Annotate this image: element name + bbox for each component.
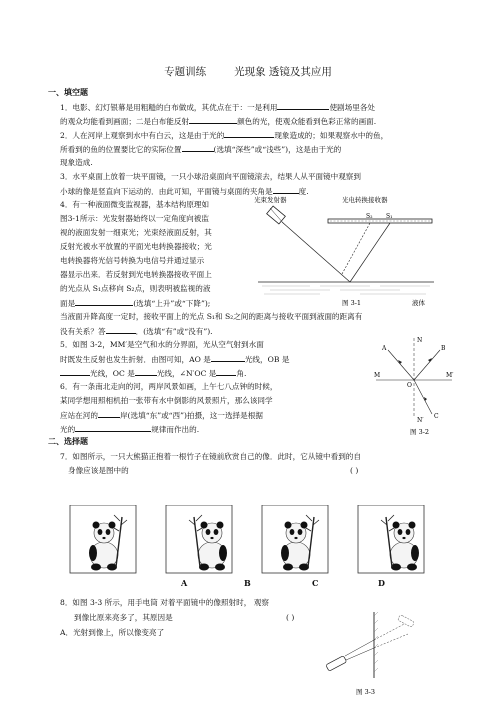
fig32-C: C — [434, 413, 439, 420]
q4-line4: 反射光被水平放置的平面光电转换器接收；光 — [60, 242, 212, 251]
q7-panda-images — [68, 505, 428, 575]
light-emitter-icon — [267, 206, 286, 224]
q4-line9: 当液面升降高度一定时，接收平面上的光点 S₁和 S₂之间的距离与接收平面到液面的距离有 — [60, 312, 363, 321]
fig31-s2-label: S₂ — [366, 213, 373, 220]
fig31-liquid-label: 液体 — [412, 299, 425, 307]
figure-3-2 — [374, 332, 456, 438]
q1-blank2[interactable] — [189, 114, 237, 124]
q5-blank4[interactable] — [216, 366, 236, 376]
q8-line2: 到像比原来亮多了，其原因是 — [74, 613, 173, 622]
q7-line1: 7．如图所示，一只大熊猫正抱着一根竹子在镜前欣赏自己的像．此时，它从镜中看到的自 — [60, 452, 361, 461]
q2-line1: 2．人在河岸上观察到水中有白云，这是由于光的 现象造成的；如果观察水中的鱼， — [60, 128, 388, 143]
fig31-s1-label: S₁ — [386, 213, 393, 220]
q5-blank1[interactable] — [211, 352, 245, 362]
reflected-beam-1 — [350, 223, 390, 282]
q4-line1: 4．有一种液面微变监视器，基本结构原理如 — [60, 200, 210, 209]
liquid-hatching — [262, 286, 430, 294]
q5-line3: 光线，OC 是 光线，∠N′OC 是 角. — [60, 366, 246, 381]
fig31-caption: 图 3-1 — [342, 299, 362, 307]
ray-AO — [388, 350, 414, 380]
q2-line3: 现象造成. — [60, 158, 93, 167]
page-title: 专题训练 光现象 透镜及其应用 — [164, 66, 332, 78]
q4-blank1[interactable] — [75, 296, 133, 306]
fig32-N: N — [417, 337, 423, 344]
fig32-B: B — [441, 345, 446, 352]
fig31-receiver-label: 光电转换接收器 — [342, 196, 388, 204]
q4-line5: 电转换器将光信号转换为电信号并通过显示 — [60, 256, 205, 265]
q4-line7: 的光点从 S₁点移向 S₂点，则表明被监视的液 — [60, 284, 211, 293]
q6-blank1[interactable] — [98, 408, 120, 418]
q8-option-A[interactable]: A．光射到像上，所以像变亮了 — [60, 628, 165, 637]
figure-3-1 — [250, 192, 440, 312]
q6-line3: 应站在河的 岸(选填“东”或“西”)拍摄，这一选择是根据 — [60, 408, 263, 423]
fig32-caption: 图 3-2 — [410, 428, 430, 436]
section-heading-choice: 二、选择题 — [48, 436, 88, 446]
q6-line1: 6．有一条南北走向的河，两岸风景如画，上午七八点钟的时候， — [60, 382, 278, 391]
q1-blank1[interactable] — [277, 100, 329, 110]
q7-line2: 身像应该是图中的 — [68, 466, 129, 475]
q4-blank2[interactable] — [106, 324, 136, 334]
reflected-beam-2 — [342, 223, 370, 274]
option-D-label[interactable]: D — [378, 578, 385, 588]
flashlight-image-icon — [398, 615, 415, 628]
q6-line4: 光的 规律而作出的. — [60, 422, 199, 437]
q4-line3: 视的液面发射一细束光；光束经液面反射，其 — [60, 228, 212, 237]
option-C-label[interactable]: C — [312, 578, 319, 588]
q1-line1: 1．电影、幻灯银幕是用粗糙的白布做成，其优点在于：一是利用 使剧场里各处 — [60, 100, 375, 115]
q5-line2: 时既发生反射也发生折射．由图可知，AO 是 光线，OB 是 — [60, 352, 289, 367]
ray-OC — [414, 380, 432, 414]
q4-line10: 没有关系？答 ．(选填“有”或“没有”). — [60, 324, 213, 339]
q6-blank2[interactable] — [75, 422, 151, 432]
fig31-emitter-label: 光束发射器 — [254, 196, 287, 204]
q3-line1: 3．水平桌面上放着一块平面镜，一只小球沿桌面向平面镜滚去，结果人从平面镜中观察到 — [60, 172, 361, 181]
ray-OB — [414, 350, 440, 380]
fig32-A: A — [382, 345, 387, 352]
fig32-O: O — [407, 382, 412, 389]
q5-blank3[interactable] — [135, 366, 157, 376]
option-A-label[interactable]: A — [181, 578, 188, 588]
q2-blank2[interactable] — [182, 142, 214, 152]
q4-line8: 面是 (选填“上升”或“下降”); — [60, 296, 210, 311]
q3-line2: 小球的像是竖直向下运动的．由此可知，平面镜与桌面的夹角是 度. — [60, 184, 309, 199]
q7-answer-paren[interactable]: ( ) — [350, 466, 359, 475]
q4-line2: 图3-1所示：光发射器始终以一定角度向被监 — [60, 214, 209, 223]
q2-blank1[interactable] — [224, 128, 274, 138]
incident-beam — [282, 222, 350, 282]
option-B-label[interactable]: B — [244, 578, 251, 588]
q4-line6: 器显示出来．若反射到光电转换器接收平面上 — [60, 270, 212, 279]
q6-line2: 某同学想用照相机拍一张带有水中倒影的风景照片，那么该同学 — [60, 396, 273, 405]
q5-line1: 5．如图 3-2，MM′是空气和水的分界面，光从空气射到水面 — [60, 340, 264, 349]
flashlight-icon — [326, 656, 347, 672]
fig33-caption: 图 3-3 — [356, 688, 376, 696]
section-heading-fill: 一、填空题 — [48, 87, 88, 97]
q8-line1: 8．如图 3-3 所示，用手电筒 对着平面镜中的像照射时， 观察 — [60, 598, 269, 607]
fig32-Np: N′ — [417, 417, 424, 424]
fig32-Mp: M′ — [446, 372, 454, 379]
figure-3-3 — [312, 608, 422, 698]
q8-answer-paren[interactable]: ( ) — [286, 613, 295, 622]
q2-line2: 所看到的鱼的位置要比它的实际位置 (选填“深些”或“浅些”)，这是由于光的 — [60, 142, 341, 157]
fig32-M: M — [374, 372, 381, 379]
q1-line2: 的观众均能看到画面；二是白布能反射 颜色的光，使观众能看到色彩正常的画面. — [60, 114, 376, 129]
q5-blank2[interactable] — [60, 366, 90, 376]
